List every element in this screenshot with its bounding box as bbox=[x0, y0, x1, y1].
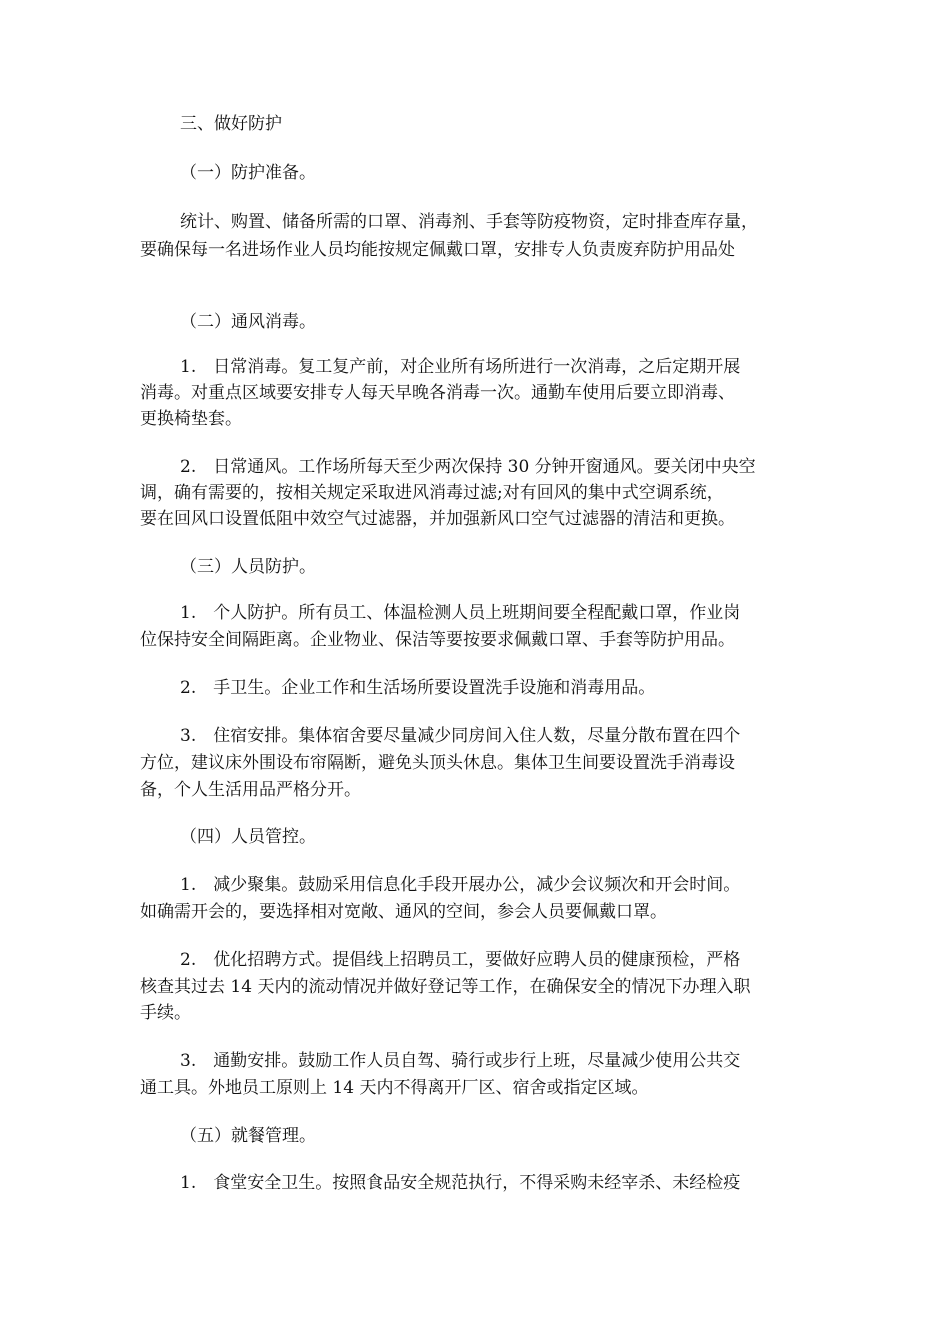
subsection-heading: （三）人员防护。 bbox=[180, 557, 316, 577]
paragraph-line: 备，个人生活用品严格分开。 bbox=[140, 780, 361, 800]
subsection-heading: （五）就餐管理。 bbox=[180, 1126, 316, 1146]
paragraph-line: 2. 手卫生。企业工作和生活场所要设置洗手设施和消毒用品。 bbox=[180, 678, 656, 698]
paragraph-line: 核查其过去 14 天内的流动情况并做好登记等工作，在确保安全的情况下办理入职 bbox=[140, 977, 751, 997]
section-heading: 三、做好防护 bbox=[180, 114, 282, 134]
subsection-heading: （四）人员管控。 bbox=[180, 827, 316, 847]
paragraph-line: 1. 日常消毒。复工复产前，对企业所有场所进行一次消毒，之后定期开展 bbox=[180, 357, 741, 377]
paragraph-line: 如确需开会的，要选择相对宽敞、通风的空间，参会人员要佩戴口罩。 bbox=[140, 902, 667, 922]
paragraph-line: 消毒。对重点区域要安排专人每天早晚各消毒一次。通勤车使用后要立即消毒、 bbox=[140, 383, 735, 403]
paragraph-line: 3. 住宿安排。集体宿舍要尽量减少同房间入住人数，尽量分散布置在四个 bbox=[180, 726, 741, 746]
paragraph-line: 1. 个人防护。所有员工、体温检测人员上班期间要全程配戴口罩，作业岗 bbox=[180, 603, 741, 623]
paragraph-line: 调，确有需要的，按相关规定采取进风消毒过滤;对有回风的集中式空调系统， bbox=[140, 483, 724, 503]
paragraph-line: 手续。 bbox=[140, 1003, 191, 1023]
paragraph-line: 1. 减少聚集。鼓励采用信息化手段开展办公，减少会议频次和开会时间。 bbox=[180, 875, 741, 895]
paragraph-line: 2. 优化招聘方式。提倡线上招聘员工，要做好应聘人员的健康预检，严格 bbox=[180, 950, 741, 970]
paragraph-line: 统计、购置、储备所需的口罩、消毒剂、手套等防疫物资，定时排查库存量， bbox=[180, 212, 758, 232]
paragraph-line: 1. 食堂安全卫生。按照食品安全规范执行，不得采购未经宰杀、未经检疫 bbox=[180, 1173, 741, 1193]
paragraph-line: 通工具。外地员工原则上 14 天内不得离开厂区、宿舍或指定区域。 bbox=[140, 1078, 649, 1098]
paragraph-line: 位保持安全间隔距离。企业物业、保洁等要按要求佩戴口罩、手套等防护用品。 bbox=[140, 630, 735, 650]
paragraph-line: 要确保每一名进场作业人员均能按规定佩戴口罩，安排专人负责废弃防护用品处 bbox=[140, 240, 735, 260]
subsection-heading: （二）通风消毒。 bbox=[180, 312, 316, 332]
paragraph-line: 2. 日常通风。工作场所每天至少两次保持 30 分钟开窗通风。要关闭中央空 bbox=[180, 457, 756, 477]
paragraph-line: 3. 通勤安排。鼓励工作人员自驾、骑行或步行上班，尽量减少使用公共交 bbox=[180, 1051, 741, 1071]
subsection-heading: （一）防护准备。 bbox=[180, 163, 316, 183]
paragraph-line: 要在回风口设置低阻中效空气过滤器，并加强新风口空气过滤器的清洁和更换。 bbox=[140, 509, 735, 529]
paragraph-line: 方位，建议床外围设布帘隔断，避免头顶头休息。集体卫生间要设置洗手消毒设 bbox=[140, 753, 735, 773]
paragraph-line: 更换椅垫套。 bbox=[140, 409, 242, 429]
